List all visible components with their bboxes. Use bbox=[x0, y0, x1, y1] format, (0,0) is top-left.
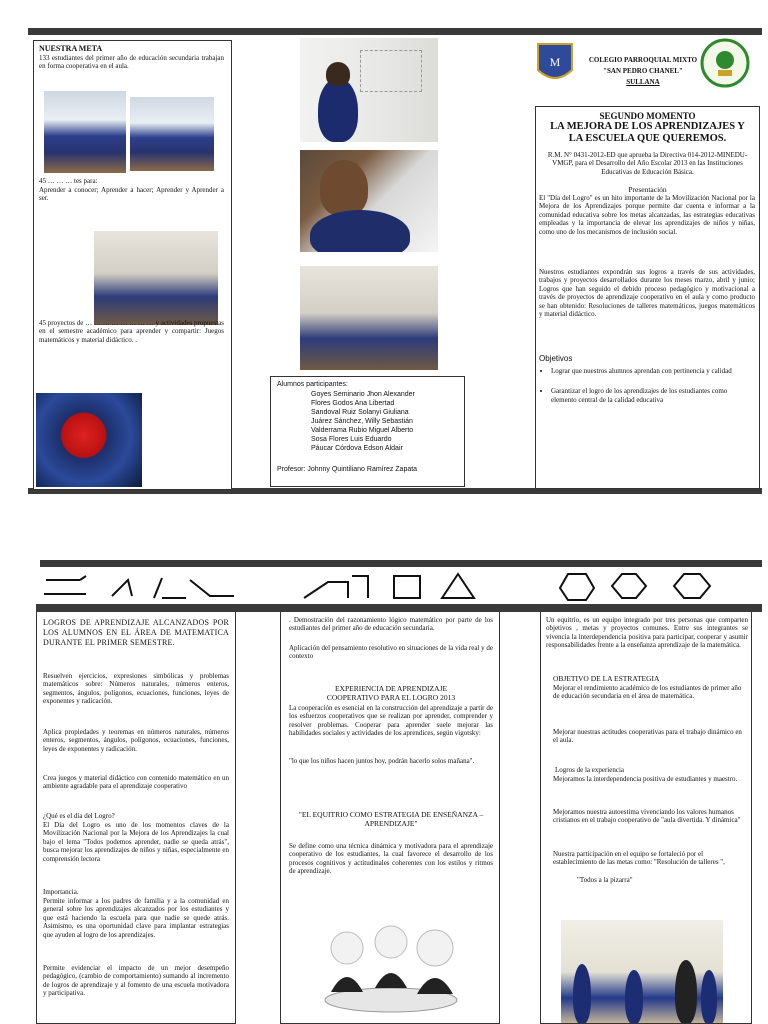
strategy-objective-heading: OBJETIVO DE LA ESTRATEGIA bbox=[553, 674, 660, 683]
panel-presentation bbox=[535, 106, 760, 489]
photo-classroom-wide bbox=[300, 266, 438, 370]
strategy-objective-2: Mejorar nuestras actitudes cooperativas para el trabajo dinámico en el aula. bbox=[553, 728, 742, 745]
logros-p3: Crea juegos y material didáctico con contenido matemático en un ambiente agradable para el aprendizaje cooperativo bbox=[43, 774, 229, 791]
participant: Sandoval Ruiz Solanyi Giuliana bbox=[311, 409, 409, 416]
school-city: SULLANA bbox=[626, 78, 660, 86]
panel-participants bbox=[270, 376, 465, 487]
meta-heading: NUESTRA META bbox=[39, 44, 103, 53]
participants-heading: Alumnos participantes: bbox=[277, 381, 348, 388]
panel-experiencia bbox=[280, 612, 500, 1024]
teacher-name: Profesor: Johnny Quintiliano Ramírez Zapata bbox=[277, 466, 418, 473]
school-sub: "SAN PEDRO CHANEL" bbox=[603, 67, 683, 75]
photo-student-board bbox=[300, 38, 438, 142]
participant: Juárez Sánchez, Willy Sebastián bbox=[311, 418, 413, 425]
photo-classroom-2 bbox=[130, 97, 214, 171]
photo-didactic-art bbox=[36, 393, 142, 487]
team-meeting-icon bbox=[311, 922, 471, 1022]
bottom-rule-2 bbox=[36, 604, 762, 612]
participant: Goyes Seminario Jhon Alexander bbox=[311, 391, 415, 398]
resolution: R.M. N° 0431-2012-ED que aprueba la Directiva 014-2012-MINEDU-VMGP, para el Desarrollo del Año Escolar 2013 en las Instituciones Educativas de Educación Básica. bbox=[547, 151, 748, 176]
meta-text: 133 estudiantes del primer año de educación secundaria trabajan en forma cooperativa en el aula. bbox=[39, 54, 224, 71]
objective-item: • Garantizar el logro de los aprendizajes de los estudiantes como elemento central de la calidad educativa bbox=[551, 387, 751, 404]
headline: LA MEJORA DE LOS APRENDIZAJES Y LA ESCUELA QUE QUEREMOS. bbox=[550, 121, 745, 144]
logros-p2: Aplica propiedades y teoremas en números naturales, números enteros, segmentos, ángulos, polígonos, ecuaciones, funciones, leyes de exponentes y radicación. bbox=[43, 728, 229, 753]
participant: Páucar Córdova Edson Aldair bbox=[311, 445, 403, 452]
dia-logro-heading: ¿Qué es el día del Logro? bbox=[43, 812, 115, 820]
importance-text: Permite informar a los padres de familia y a la comunidad en general sobre los aprendizajes alcanzados por los estudiantes y que está haciendo la escuela para que nadie se quede atrás. Asimismo, es una oportunidad clave para implantar estrategias que ayuden al logro de los aprendizajes. bbox=[43, 897, 229, 939]
importance-text-2: Permite evidenciar el impacto de un mejor desempeño pedagógico, (cambio de comportamiento) sumando al incremento de logros de aprendizaje y al fomento de una escuela motivadora y participativa. bbox=[43, 964, 229, 998]
panel-logros bbox=[36, 612, 236, 1024]
meta-goals: Aprender a conocer; Aprender a hacer; Aprender y Aprender a ser. bbox=[39, 186, 224, 203]
equitrio-text: Se define como una técnica dinámica y motivadora para el aprendizaje cooperativo de los estudiantes, la cual favorece el desarrollo de los procesos cognitivos y actitudinales coherentes con los estilos y ritmos de aprendizaje. bbox=[289, 842, 493, 876]
photo-class-front bbox=[561, 920, 723, 1024]
importance-heading: Importancia. bbox=[43, 888, 79, 896]
presentation-heading: Presentación bbox=[628, 185, 667, 194]
meta-projects: 45 proyectos de … … … … … … … … y actividades propuestas en el semestre académico para aprender y compartir: Juegos matemáticos y material didáctico. . bbox=[39, 319, 224, 344]
school-name: COLEGIO PARROQUIAL MIXTO bbox=[588, 56, 698, 64]
achievement-3: Nuestra participación en el equipo se fortaleció por el establecimiento de las metas como: "Resolución de talleres ", bbox=[553, 850, 725, 867]
moment-label: SEGUNDO MOMENTO bbox=[599, 111, 696, 121]
meta-hidden-line: 45 … … … tes para: bbox=[39, 177, 98, 185]
top-rule bbox=[28, 28, 762, 35]
presentation-text: El "Día del Logro" es un hito importante de la Movilización Nacional por la Mejora de los Aprendizajes porque permite dar cuenta e informar a la comunidad educativa sobre los metas alcanzadas, las estrategias educativas empleadas y la importancia de elevar los aprendizajes de niños y niñas, como uno de los mecanismos de inclusión social. bbox=[539, 194, 755, 236]
bottom-rule bbox=[40, 560, 762, 567]
panel-equitrio bbox=[540, 612, 752, 1024]
exp-quote: "lo que los niños hacen juntos hoy, podrán hacerlo solos mañana". bbox=[289, 757, 475, 765]
participant: Valderrama Rubio Miguel Alberto bbox=[311, 427, 414, 434]
students-text: Nuestros estudiantes expondrán sus logros a través de sus actividades, trabajos y proyectos desarrollados durante los meses marzo, abril y junio; Logros que han seguido el debido proceso pedagógico y motivacional a través de proyectos de aprendizaje cooperativo en el aula y como producto se han obtenido: Resoluciones de talleres matemáticos, juegos matemáticos y material didáctico. bbox=[539, 268, 755, 319]
participants-list bbox=[311, 390, 415, 453]
svg-text:M: M bbox=[549, 55, 561, 69]
objectives-heading: Objetivos bbox=[539, 354, 573, 363]
dia-logro-text: El Día del Logro es uno de los momentos claves de la Movilización Nacional por la Mejora de los Aprendizajes la cual bajo el lema "Todos podemos aprender, nadie se queda atrás", busca mejorar los aprendizajes de niños y niñas, especialmente en comprensión lectora bbox=[43, 821, 229, 863]
achievements-heading: Logros de la experiencia bbox=[555, 766, 624, 774]
exp-text: La cooperación es esencial en la construcción del aprendizaje a partir de los esfuerzos cooperativos que se realizan por aprender, comprender y resolver problemas. Cooperar para aprender suele mejorar las habilidades sociales y actividades de los aprendices, según vigotsky: bbox=[289, 704, 493, 738]
school-seal-left-icon bbox=[534, 40, 576, 88]
photo-student-portrait bbox=[300, 150, 438, 252]
shapes-row-icon bbox=[40, 568, 762, 604]
objectives-list bbox=[551, 367, 751, 416]
photo-classroom-1 bbox=[44, 91, 126, 173]
equitrio-heading: "EL EQUITRIO COMO ESTRATEGIA DE ENSEÑANZA – APRENDIZAJE" bbox=[298, 810, 484, 828]
exp-p2: Aplicación del pensamiento resolutivo en situaciones de la vida real y de contexto bbox=[289, 644, 493, 661]
photo-classroom-3 bbox=[94, 231, 218, 325]
panel-meta bbox=[33, 40, 232, 490]
exp-heading: EXPERIENCIA DE APRENDIZAJE COOPERATIVO PARA EL LOGRO 2013 bbox=[326, 684, 456, 702]
achievement-2: Mejoramos nuestra autoestima vivenciando los valores humanos cristianos en el trabajo cooperativo de "aula divertida. Y dinámica" bbox=[553, 808, 741, 825]
participant: Sosa Flores Luis Eduardo bbox=[311, 436, 392, 443]
logros-heading: LOGROS DE APRENDIZAJE ALCANZADOS POR LOS ALUMNOS EN EL ÁREA DE MATEMATICA DURANTE EL PRIMER SEMESTRE. bbox=[43, 618, 229, 647]
participant: Flores Godos Ana Libertad bbox=[311, 400, 395, 407]
school-seal-right-icon bbox=[700, 38, 750, 88]
objective-item: • Lograr que nuestros alumnos aprendan con pertinencia y calidad bbox=[551, 367, 751, 375]
logros-p1: Resuelven ejercicios, expresiones simbólicas y problemas matemáticos sobre: Números naturales, números enteros, segmentos, ángulos, polígonos, ecuaciones, funciones, leyes de exponentes y radicación. bbox=[43, 672, 229, 706]
strategy-objective-1: Mejorar el rendimiento académico de los estudiantes de primer año de educación secundaria en el área de matemática. bbox=[553, 684, 742, 701]
achievement-4: "Todos a la pizarra" bbox=[577, 876, 633, 884]
equitrio-def: Un equitrío, es un equipo integrado por tres personas que comparten objetivos , metas y proyectos comunes. Entre sus integrantes se vivencia la interdependencia positiva para participar, cooperar y asumir responsabilidades frente a la enseñanza aprendizaje de la matemática. bbox=[546, 616, 748, 650]
achievement-1: Mejoramos la interdependencia positiva de estudiantes y maestro. bbox=[553, 775, 738, 783]
exp-p1: . Demostración del razonamiento lógico matemático por parte de los estudiantes del primer año de educación secundaria. bbox=[289, 616, 493, 633]
